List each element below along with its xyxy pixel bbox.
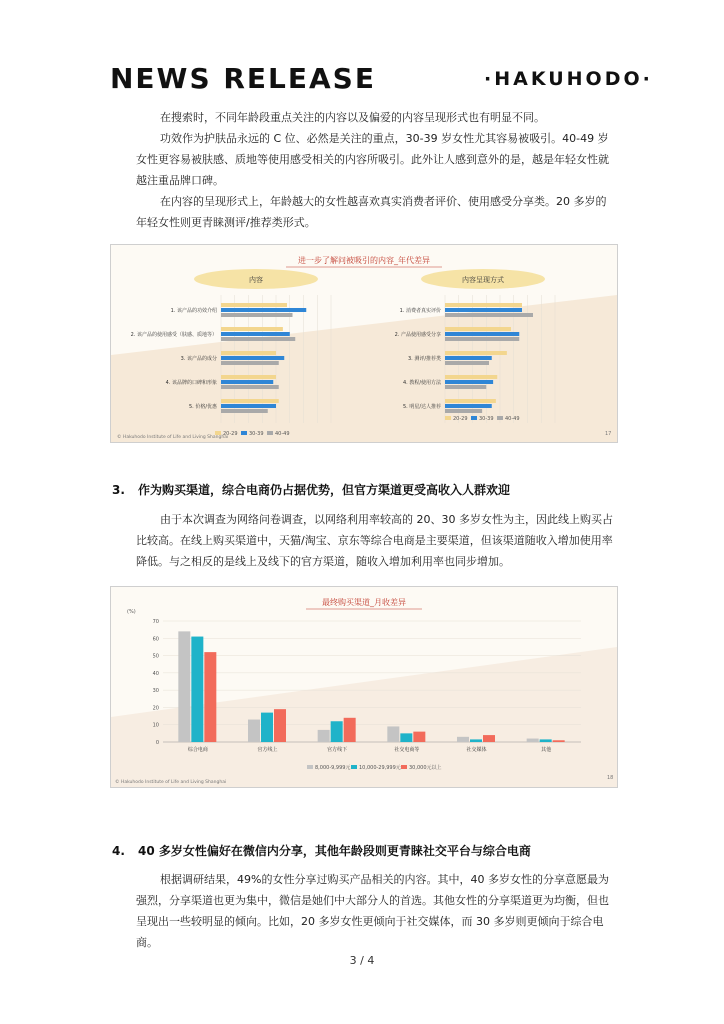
figure1-right-header: 内容呈现方式: [462, 276, 504, 284]
figure2-bar: [318, 730, 330, 742]
page-number: 3 / 4: [349, 954, 375, 967]
figure1-legend-swatch-r2: [471, 416, 477, 420]
figure2-bar: [191, 637, 203, 742]
figure2-ytick-label: 0: [155, 740, 159, 746]
figure-content-by-age: [110, 244, 618, 443]
intro-paragraph-2: 功效作为护肤品永远的 C 位、必然是关注的重点，30-39 岁女性尤其容易被吸引。40-49 岁女性更容易被肤感、质地等使用感受相关的内容所吸引。此外让人感到意外的是，越是年轻女性就越注重品牌口碑。: [136, 132, 609, 187]
section4-number: 4.: [112, 844, 125, 858]
figure-purchase-channel-by-income: [110, 586, 618, 788]
figure2-bar: [527, 739, 539, 742]
figure2-bar: [248, 720, 260, 742]
figure1-legend-swatch-r1: [445, 416, 451, 420]
figure1-left-bar: [221, 399, 279, 403]
figure2-legend-swatch-3: [401, 765, 407, 769]
figure2-legend-label-2: 10,000-29,999元: [359, 765, 401, 771]
figure1-left-category-label: 2. 该产品的使用感受（肤感、质地等）: [130, 332, 217, 338]
figure2-ytick-label: 30: [152, 688, 159, 695]
figure2-category-label: 综合电商: [187, 747, 208, 753]
figure2-ytick-label: 40: [152, 670, 159, 677]
figure1-legend-swatch-r3: [497, 416, 503, 420]
figure1-left-bar: [221, 375, 276, 379]
figure2-unit: (%): [127, 609, 136, 615]
figure2-bar: [457, 737, 469, 742]
figure1-legend-swatch-3: [267, 431, 273, 435]
figure1-left-header: 内容: [249, 276, 263, 284]
figure2-category-label: 官方线上: [257, 747, 278, 753]
section3-number: 3.: [112, 483, 125, 497]
figure1-left-bar: [221, 361, 279, 365]
section4-title: 40 多岁女性偏好在微信内分享，其他年龄段则更青睐社交平台与综合电商: [138, 844, 531, 858]
figure1-legend-swatch-2: [241, 431, 247, 435]
figure2-category-label: 社交电商等: [394, 747, 420, 753]
news-release-title: NEWS RELEASE: [110, 62, 376, 95]
figure1-left-bar: [221, 409, 268, 413]
figure1-legend-label-r1: 20-29: [453, 416, 468, 422]
figure2-legend: [307, 764, 442, 771]
hakuhodo-logo: ·HAKUHODO·: [484, 68, 653, 90]
figure2-bar: [344, 718, 356, 742]
figure1-left-bar: [221, 332, 290, 336]
figure1-right-bar: [445, 308, 522, 312]
section3-text: [136, 509, 616, 572]
figure1-right-bar: [445, 375, 497, 379]
figure1-right-bar: [445, 337, 519, 341]
figure2-legend-swatch-1: [307, 765, 313, 769]
section4-heading: [112, 842, 531, 859]
figure2-legend-swatch-2: [351, 765, 357, 769]
figure2-bar: [553, 740, 565, 742]
figure1-left-bar: [221, 380, 273, 384]
figure1-legend-label-3: 40-49: [275, 431, 290, 437]
figure1-left-bar: [221, 404, 276, 408]
figure1-legend-label-1: 20-29: [223, 431, 238, 437]
figure2-bar: [204, 652, 216, 742]
figure1-left-category-label: 4. 该品牌的口碑和形象: [165, 380, 217, 386]
figure1-chart: [111, 245, 617, 442]
figure2-category-label: 社交媒体: [466, 747, 487, 753]
figure2-ytick-label: 10: [152, 722, 159, 729]
figure1-source: © Hakuhodo Institute of Life and Living Shanghai: [117, 435, 229, 440]
figure2-source: © Hakuhodo Institute of Life and Living Shanghai: [115, 780, 227, 785]
figure2-bar: [400, 733, 412, 742]
figure1-right-bar: [445, 361, 489, 365]
intro-text: [136, 107, 616, 233]
figure2-ytick-label: 20: [152, 705, 159, 712]
figure1-right-bar: [445, 356, 492, 360]
figure1-legend-label-r2: 30-39: [479, 416, 494, 422]
figure1-left-bar: [221, 351, 276, 355]
figure1-right-category-label: 2. 产品使用感受分享: [394, 332, 441, 338]
figure1-right-bar: [445, 327, 511, 331]
figure1-right-bar: [445, 332, 519, 336]
figure2-legend-label-3: 30,000元以上: [409, 765, 442, 771]
figure1-right-bar: [445, 399, 496, 403]
figure2-legend-label-1: 8,000-9,999元: [315, 765, 351, 771]
figure2-category-label: 官方线下: [327, 747, 348, 753]
figure2-page-number: 18: [607, 775, 614, 781]
figure2-bar: [274, 709, 286, 742]
figure1-right-category-label: 5. 明星/达人推荐: [402, 404, 441, 410]
figure2-bar: [470, 739, 482, 742]
figure1-right-bar: [445, 351, 507, 355]
intro-paragraph-3: 在内容的呈现形式上，年龄越大的女性越喜欢真实消费者评价、使用感受分享类。20 多岁的年轻女性则更青睐测评/推荐类形式。: [136, 195, 607, 229]
figure1-left-category-label: 1. 该产品的功效介绍: [170, 308, 217, 314]
figure2-bar: [331, 721, 343, 742]
figure2-bar: [178, 631, 190, 742]
figure1-right-category-label: 1. 消费者真实评价: [399, 308, 441, 314]
figure1-left-bar: [221, 327, 283, 331]
figure1-left-bar: [221, 385, 279, 389]
figure2-title: 最终购买渠道_月收差异: [322, 598, 406, 607]
figure1-left-bar: [221, 337, 295, 341]
figure1-left-bar: [221, 308, 306, 312]
figure1-legend-label-2: 30-39: [249, 431, 264, 437]
intro-paragraph-1: 在搜索时，不同年龄段重点关注的内容以及偏爱的内容呈现形式也有明显不同。: [160, 111, 545, 124]
figure2-bar: [483, 735, 495, 742]
figure1-left-category-label: 5. 价格/优惠: [188, 404, 217, 410]
figure2-bar: [261, 713, 273, 742]
figure1-left-bar: [221, 303, 287, 307]
section4-text: [136, 869, 616, 953]
figure1-legend-label-r3: 40-49: [505, 416, 520, 422]
figure1-left-bar: [221, 313, 293, 317]
figure2-category-label: 其他: [541, 747, 552, 753]
figure1-right-bar: [445, 303, 522, 307]
figure1-left-category-label: 3. 该产品的成分: [180, 356, 217, 362]
figure1-left-bar: [221, 356, 284, 360]
figure1-right-bar: [445, 380, 493, 384]
section3-title: 作为购买渠道，综合电商仍占据优势，但官方渠道更受高收入人群欢迎: [138, 483, 511, 497]
section3-paragraph-1: 由于本次调查为网络问卷调查，以网络利用率较高的 20、30 多岁女性为主，因此线上购买占比较高。在线上购买渠道中，天猫/淘宝、京东等综合电商是主要渠道，但该渠道随收入增加使用率降低。与之相反的是线上及线下的官方渠道，随收入增加利用率也同步增加。: [136, 513, 613, 568]
figure1-right-category-label: 3. 测评/推荐类: [407, 356, 441, 362]
figure2-ytick-label: 70: [152, 619, 159, 625]
figure2-ytick-label: 50: [152, 653, 159, 660]
figure2-bar: [540, 739, 552, 742]
figure1-right-bar: [445, 409, 482, 413]
figure1-right-bar: [445, 313, 533, 317]
figure2-ytick-label: 60: [152, 636, 159, 643]
figure1-right-category-label: 4. 教程/使用方法: [402, 380, 441, 386]
figure2-bar: [413, 732, 425, 742]
figure1-title: 进一步了解问被吸引的内容_年代差异: [298, 256, 430, 265]
figure2-bar: [387, 726, 399, 742]
figure1-page-number: 17: [605, 431, 612, 437]
figure1-right-bar: [445, 385, 486, 389]
section4-paragraph-1: 根据调研结果，49%的女性分享过购买产品相关的内容。其中，40 多岁女性的分享意愿最为强烈，分享渠道也更为集中，微信是她们中大部分人的首选。其他女性的分享渠道更为均衡，但也呈现出一些较明显的倾向。比如，20 多岁女性更倾向于社交媒体，而 30 多岁则更倾向于综合电商。: [136, 873, 609, 949]
figure1-right-bar: [445, 404, 492, 408]
figure2-chart: [111, 587, 617, 787]
section3-heading: [112, 481, 510, 498]
